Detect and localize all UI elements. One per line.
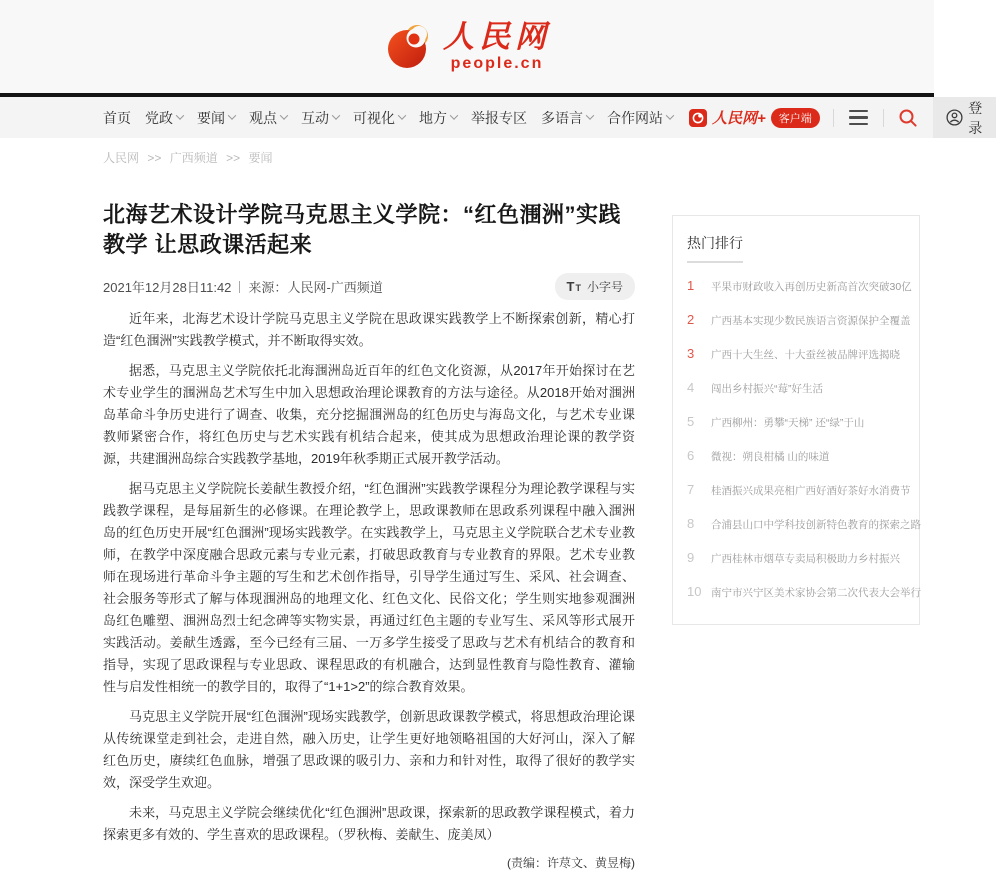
font-resize-icon: T <box>575 283 581 293</box>
search-icon[interactable] <box>896 106 920 130</box>
content-area <box>103 175 920 871</box>
hot-ranking-item[interactable] <box>687 380 905 396</box>
article-paragraph: 未来，马克思主义学院会继续优化“红色涠洲”思政课，探索新的思政教学课程模式，着力探索更多有效的、学生喜欢的思政课程。（罗秋梅、姜献生、庞美凤） <box>103 805 635 842</box>
breadcrumb <box>103 138 934 175</box>
article-paragraph: 近年来，北海艺术设计学院马克思主义学院在思政课实践教学上不断探索创新，精心打造“红色涠洲”实践教学模式，并不断取得实效。 <box>103 311 635 348</box>
rank-link[interactable]: 广西柳州：勇攀“天梯” 还“绿”于山 <box>711 417 865 429</box>
hot-ranking-title: 热门排行 <box>687 233 743 263</box>
site-header <box>0 0 934 93</box>
peoples-app-logo-icon <box>689 109 707 127</box>
hot-ranking-item[interactable] <box>687 584 921 600</box>
hot-ranking-item[interactable] <box>687 448 905 464</box>
chevron-down-icon <box>228 111 236 119</box>
app-badge-client-pill: 客户端 <box>771 108 820 128</box>
menu-icon[interactable] <box>847 108 870 128</box>
nav-right <box>689 97 996 138</box>
nav-item-visualization[interactable]: 可视化 <box>353 108 405 128</box>
nav-item-report-zone[interactable]: 举报专区 <box>471 109 527 126</box>
source-link[interactable]: 人民网-广西频道 <box>287 280 383 295</box>
article-paragraph: 据悉，马克思主义学院依托北海涠洲岛近百年的红色文化资源，从2017年开始探讨在艺术专业学生的涠洲岛艺术写生中加入思想政治理论课教育的方法与途径。从2018开始对涠洲岛革命斗争历史进行了调查、收集，充分挖掘涠洲岛的红色历史与海岛文化，与艺术专业课教师紧密合作，将红色历史与艺术实践有机结合起来，使其成为思想政治理论课的教学资源，共建涠洲岛综合实践教学基地，2019年秋季期正式展开教学活动。 <box>103 363 635 466</box>
breadcrumb-link-guangxi[interactable]: 广西频道 <box>169 151 218 165</box>
article-meta <box>103 273 635 300</box>
rank-number: 7 <box>687 482 695 497</box>
article-paragraph: 马克思主义学院开展“红色涠洲”现场实践教学，创新思政课教学模式，将思想政治理论课从传统课堂走到社会，走进自然，融入历史，让学生更好地领略祖国的大好河山，深入了解红色历史，赓续红色血脉，增强了思政课的吸引力、亲和力和针对性，取得了很好的教学实效，深受学生欢迎。 <box>103 709 635 790</box>
chevron-down-icon <box>280 111 288 119</box>
chevron-down-icon <box>398 111 406 119</box>
rank-number: 5 <box>687 414 695 429</box>
rank-link[interactable]: 微视：朔良柑橘 山的味道 <box>711 451 830 463</box>
nav-item-multilingual[interactable]: 多语言 <box>541 108 593 128</box>
rank-link[interactable]: 合浦县山口中学科技创新特色教育的探索之路 <box>711 519 921 531</box>
nav-item-party[interactable]: 党政 <box>145 108 183 128</box>
site-logo[interactable] <box>383 20 551 73</box>
hot-ranking-item[interactable] <box>687 312 911 328</box>
logo-en-text: people.cn <box>450 55 544 72</box>
breadcrumb-separator: >> <box>147 151 162 165</box>
hot-ranking-item[interactable] <box>687 346 905 362</box>
hot-ranking-item[interactable] <box>687 516 921 532</box>
logo-text <box>443 20 551 73</box>
breadcrumb-separator: >> <box>226 151 241 165</box>
user-icon <box>946 109 963 126</box>
chevron-down-icon <box>332 111 340 119</box>
font-size-label: 小字号 <box>586 280 623 294</box>
chevron-down-icon <box>666 111 674 119</box>
hot-ranking-item[interactable] <box>687 414 905 430</box>
nav-item-opinions[interactable]: 观点 <box>249 108 287 128</box>
rank-link[interactable]: 广西桂林市烟草专卖局积极助力乡村振兴 <box>711 553 900 565</box>
nav-item-partner-sites[interactable]: 合作网站 <box>607 108 673 128</box>
chevron-down-icon <box>176 111 184 119</box>
main-nav <box>0 97 983 138</box>
peoples-daily-logo-icon <box>383 21 435 73</box>
app-badge[interactable] <box>689 107 820 128</box>
login-label: 登录 <box>968 99 983 136</box>
font-size-button[interactable] <box>555 273 635 300</box>
rank-link[interactable]: 南宁市兴宁区美术家协会第二次代表大会举行 <box>711 587 921 599</box>
chevron-down-icon <box>586 111 594 119</box>
login-button[interactable] <box>933 97 996 138</box>
nav-item-interactive[interactable]: 互动 <box>301 108 339 128</box>
app-badge-brand: 人民网+ <box>712 110 766 127</box>
logo-cn-text: 人民网 <box>443 19 551 54</box>
rank-number: 3 <box>687 346 695 361</box>
nav-item-local[interactable]: 地方 <box>419 108 457 128</box>
hot-ranking-item[interactable] <box>687 550 905 566</box>
source-label: 来源： <box>248 280 288 295</box>
rank-link[interactable]: 闯出乡村振兴“莓”好生活 <box>711 383 823 395</box>
rank-link[interactable]: 平果市财政收入再创历史新高首次突破30亿 <box>711 281 912 293</box>
sidebar <box>672 175 920 871</box>
breadcrumb-current: 要闻 <box>248 151 273 165</box>
article-paragraph: 据马克思主义学院院长姜献生教授介绍，“红色涠洲”实践教学课程分为理论教学课程与实践教学课程，是每届新生的必修课。在理论教学上，思政课教师在思政系列课程中融入涠洲岛的红色历史开展“红色涠洲”现场实践教学。在实践教学上，马克思主义学院联合艺术专业教师，在教学中深度融合思政元素与专业元素，打破思政教育与专业教育的界限。艺术专业教师在现场进行革命斗争主题的写生和艺术创作指导，引导学生通过写生、采风、社会调查、社会服务等形式了解与体现涠洲岛的地理文化、红色文化、民俗文化；学生则实地参观涠洲岛红色雕塑、涠洲岛烈士纪念碑等实物实景，再通过红色主题的专业写生、采风等形式展开实践活动。姜献生透露，至今已经有三届、一万多学生接受了思政与艺术有机结合的教育和指导，实现了思政课程与专业思政、课程思政的有机融合，达到显性教育与隐性教育、灌输性与启发性相统一的教学目的，取得了“1+1>2”的综合教育效果。 <box>103 481 635 694</box>
nav-divider <box>883 109 884 127</box>
meta-divider <box>239 281 240 293</box>
hot-ranking-list <box>687 278 921 600</box>
nav-item-news[interactable]: 要闻 <box>197 108 235 128</box>
rank-number: 4 <box>687 380 695 395</box>
rank-number: 2 <box>687 312 695 327</box>
breadcrumb-link-peoples[interactable]: 人民网 <box>103 151 140 165</box>
hot-ranking-panel <box>672 215 920 625</box>
rank-link[interactable]: 桂酒振兴成果亮相广西好酒好茶好水消费节 <box>711 485 911 497</box>
publish-date: 2021年12月28日11:42 <box>103 280 232 295</box>
article <box>103 175 635 871</box>
rank-number: 8 <box>687 516 695 531</box>
rank-link[interactable]: 广西基本实现少数民族语言资源保护全覆盖 <box>711 315 911 327</box>
nav-divider <box>833 109 834 127</box>
editors-note: (责编：许荩文、黄昱梅) <box>507 856 635 870</box>
chevron-down-icon <box>450 111 458 119</box>
article-title: 北海艺术设计学院马克思主义学院：“红色涠洲”实践教学 让思政课活起来 <box>103 202 622 257</box>
rank-number: 9 <box>687 550 695 565</box>
hot-ranking-item[interactable] <box>687 278 912 294</box>
article-body <box>103 308 635 846</box>
rank-number: 1 <box>687 278 695 293</box>
rank-number: 6 <box>687 448 695 463</box>
nav-item-home[interactable]: 首页 <box>103 109 131 126</box>
font-resize-icon: T <box>566 279 575 294</box>
rank-link[interactable]: 广西十大生丝、十大蚕丝被品牌评选揭晓 <box>711 349 900 361</box>
nav-items <box>103 108 687 128</box>
rank-number: 10 <box>687 584 702 599</box>
hot-ranking-item[interactable] <box>687 482 911 498</box>
